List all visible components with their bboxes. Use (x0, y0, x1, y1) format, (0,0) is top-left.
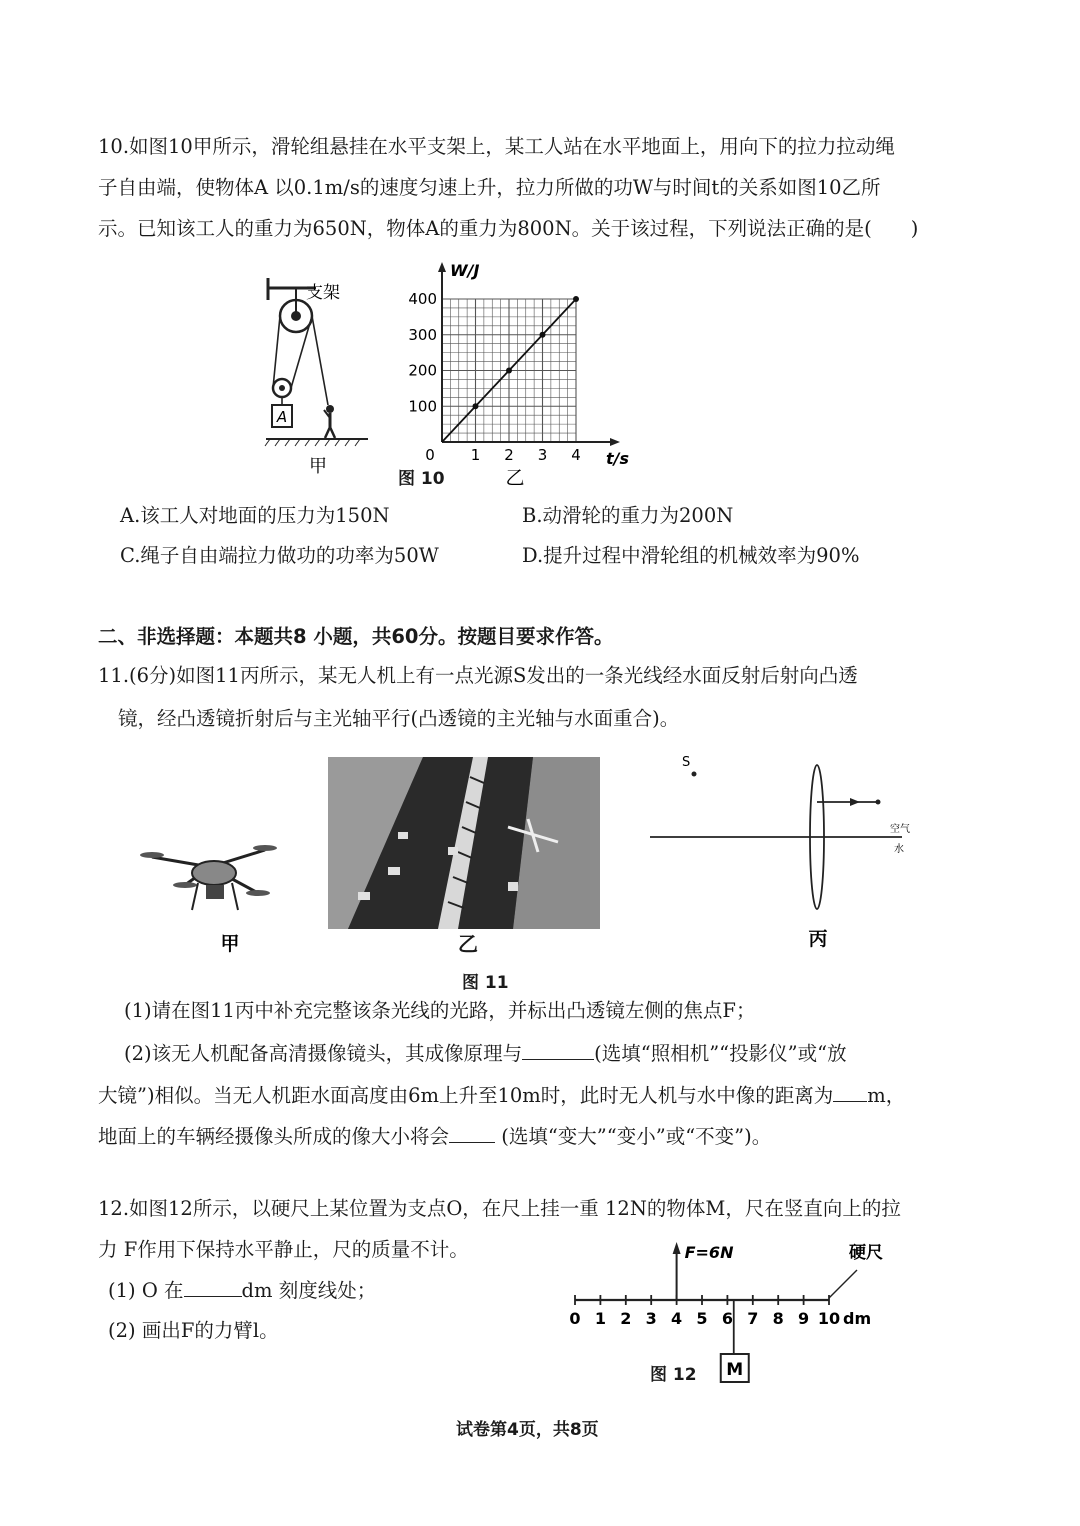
ruler-tick-label: 7 (747, 1309, 759, 1328)
q11-sub2-text-d: 地面上的车辆经摄像头所成的像大小将会 (98, 1125, 450, 1148)
q10-line2: 子自由端，使物体A 以0.1m/s的速度匀速上升，拉力所做的功W与时间t的关系如图10乙所 (98, 176, 881, 199)
q10-option-c: C.绳子自由端拉力做功的功率为50W (120, 544, 439, 567)
water-label: 水 (894, 844, 904, 855)
force-arrowhead (673, 1242, 681, 1254)
fig10-jia-label: 甲 (309, 456, 327, 477)
q11-sub1: (1)请在图11丙中补充完整该条光线的光路，并标出凸透镜左侧的焦点F； (124, 999, 756, 1022)
data-point (573, 296, 579, 302)
y-tick-label: 300 (408, 325, 437, 344)
light-source-s-label: S (682, 755, 691, 770)
q10-option-d: D.提升过程中滑轮组的机械效率为90% (522, 544, 860, 567)
q12-sub1 (108, 1270, 376, 1311)
ruler-tick-label: 2 (620, 1309, 632, 1328)
ruler-tick-label: 1 (594, 1309, 606, 1328)
y-tick-label: 200 (408, 361, 437, 380)
q12-blank-fulcrum[interactable] (184, 1274, 242, 1297)
ruler-tick-label: 3 (645, 1309, 657, 1328)
q10-line3: 示。已知该工人的重力为650N，物体A的重力为800N。关于该过程，下列说法正确的是( ) (98, 217, 919, 240)
fig11-caption: 图 11 (462, 973, 509, 993)
y-axis-label: W/J (450, 261, 480, 280)
q11-sub2-line3 (98, 1116, 771, 1157)
ruler-tick-label: 10 (817, 1309, 841, 1328)
ruler-tick-label: 8 (772, 1309, 784, 1328)
air-label: 空气 (890, 824, 910, 835)
fig11-drone-picture (140, 805, 290, 955)
force-label: F=6N (684, 1243, 734, 1262)
fig11-bing-label: 丙 (808, 928, 828, 950)
fig10-caption: 图 10 (398, 469, 445, 489)
ruler-tick-label: 0 (569, 1309, 581, 1328)
ruler-tick-label: 5 (696, 1309, 708, 1328)
fig10-work-time-chart (400, 258, 630, 498)
ruler-unit-label: dm (843, 1309, 872, 1328)
x-tick-label: 0 (425, 446, 435, 464)
x-axis-arrow (610, 438, 620, 446)
data-point (506, 368, 512, 374)
fig11-yi-label: 乙 (458, 932, 478, 956)
x-tick-label: 4 (571, 446, 581, 464)
light-source-s-dot (692, 772, 697, 777)
fig11-lens-diagram (640, 752, 930, 957)
q11-sub2-line1 (124, 1033, 847, 1074)
q11-blank-image-size[interactable] (449, 1120, 495, 1143)
section2-title: 二、非选择题：本题共8 小题，共60分。按题目要求作答。 (98, 625, 614, 648)
fig11-aerial-photo (328, 757, 600, 929)
q10-option-b: B.动滑轮的重力为200N (522, 504, 734, 527)
x-tick-label: 3 (537, 446, 548, 464)
ruler-tick-label: 9 (798, 1309, 810, 1328)
y-axis-arrow (438, 262, 446, 272)
y-tick-label: 400 (408, 290, 437, 308)
y-tick-label: 100 (408, 397, 437, 416)
fig12-caption: 图 12 (650, 1365, 697, 1385)
q11-sub2-text-a: (2)该无人机配备高清摄像镜头，其成像原理与 (124, 1042, 523, 1065)
q10-option-a: A.该工人对地面的压力为150N (120, 504, 390, 527)
q11-sub2-unit: m， (867, 1084, 906, 1107)
ruler-label: 硬尺 (849, 1243, 883, 1263)
data-point (540, 332, 546, 338)
q12-sub2: (2) 画出F的力臂l。 (108, 1319, 279, 1342)
q11-line1: 11.(6分)如图11丙所示，某无人机上有一点光源S发出的一条光线经水面反射后射向凸透 (98, 664, 858, 687)
x-tick-label: 2 (504, 446, 514, 464)
q12-line2: 力 F作用下保持水平静止，尺的质量不计。 (98, 1238, 469, 1261)
q12-sub1-text-a: (1) O 在 (108, 1279, 184, 1302)
ruler-label-leader (829, 1270, 857, 1298)
fig10-yi-label: 乙 (505, 467, 525, 489)
q11-sub2-text-c: 大镜”)相似。当无人机距水面高度由6m上升至10m时，此时无人机与水中像的距离为 (98, 1084, 834, 1107)
fig11-jia-label: 甲 (220, 933, 240, 955)
fig12-ruler-diagram (560, 1232, 900, 1392)
q12-line1: 12.如图12所示，以硬尺上某位置为支点O，在尺上挂一重 12N的物体M，尺在竖直向上的拉 (98, 1197, 901, 1220)
q11-sub2-line2 (98, 1075, 905, 1116)
q11-sub2-text-e: (选填“变大”“变小”或“不变”)。 (501, 1125, 772, 1148)
page-footer: 试卷第4页，共8页 (456, 1420, 599, 1440)
ruler-tick-label: 4 (671, 1309, 683, 1328)
q11-blank-principle[interactable] (522, 1037, 594, 1060)
q10-line1: 10.如图10甲所示，滑轮组悬挂在水平支架上，某工人站在水平地面上，用向下的拉力拉动绳 (98, 135, 895, 158)
q11-line2: 镜，经凸透镜折射后与主光轴平行(凸透镜的主光轴与水面重合)。 (118, 707, 680, 730)
q12-sub1-text-b: dm 刻度线处； (241, 1279, 377, 1302)
data-point (473, 403, 479, 409)
q11-blank-distance[interactable] (833, 1079, 867, 1102)
object-a-label: A (276, 408, 288, 426)
q11-sub2-text-b: (选填“照相机”“投影仪”或“放 (594, 1042, 847, 1065)
x-tick-label: 1 (470, 446, 481, 464)
support-label: 支架 (306, 283, 340, 303)
mass-label: M (726, 1360, 744, 1380)
ruler-tick-label: 6 (721, 1309, 733, 1328)
fig10-pulley-diagram (258, 270, 378, 480)
x-axis-label: t/s (606, 449, 630, 468)
